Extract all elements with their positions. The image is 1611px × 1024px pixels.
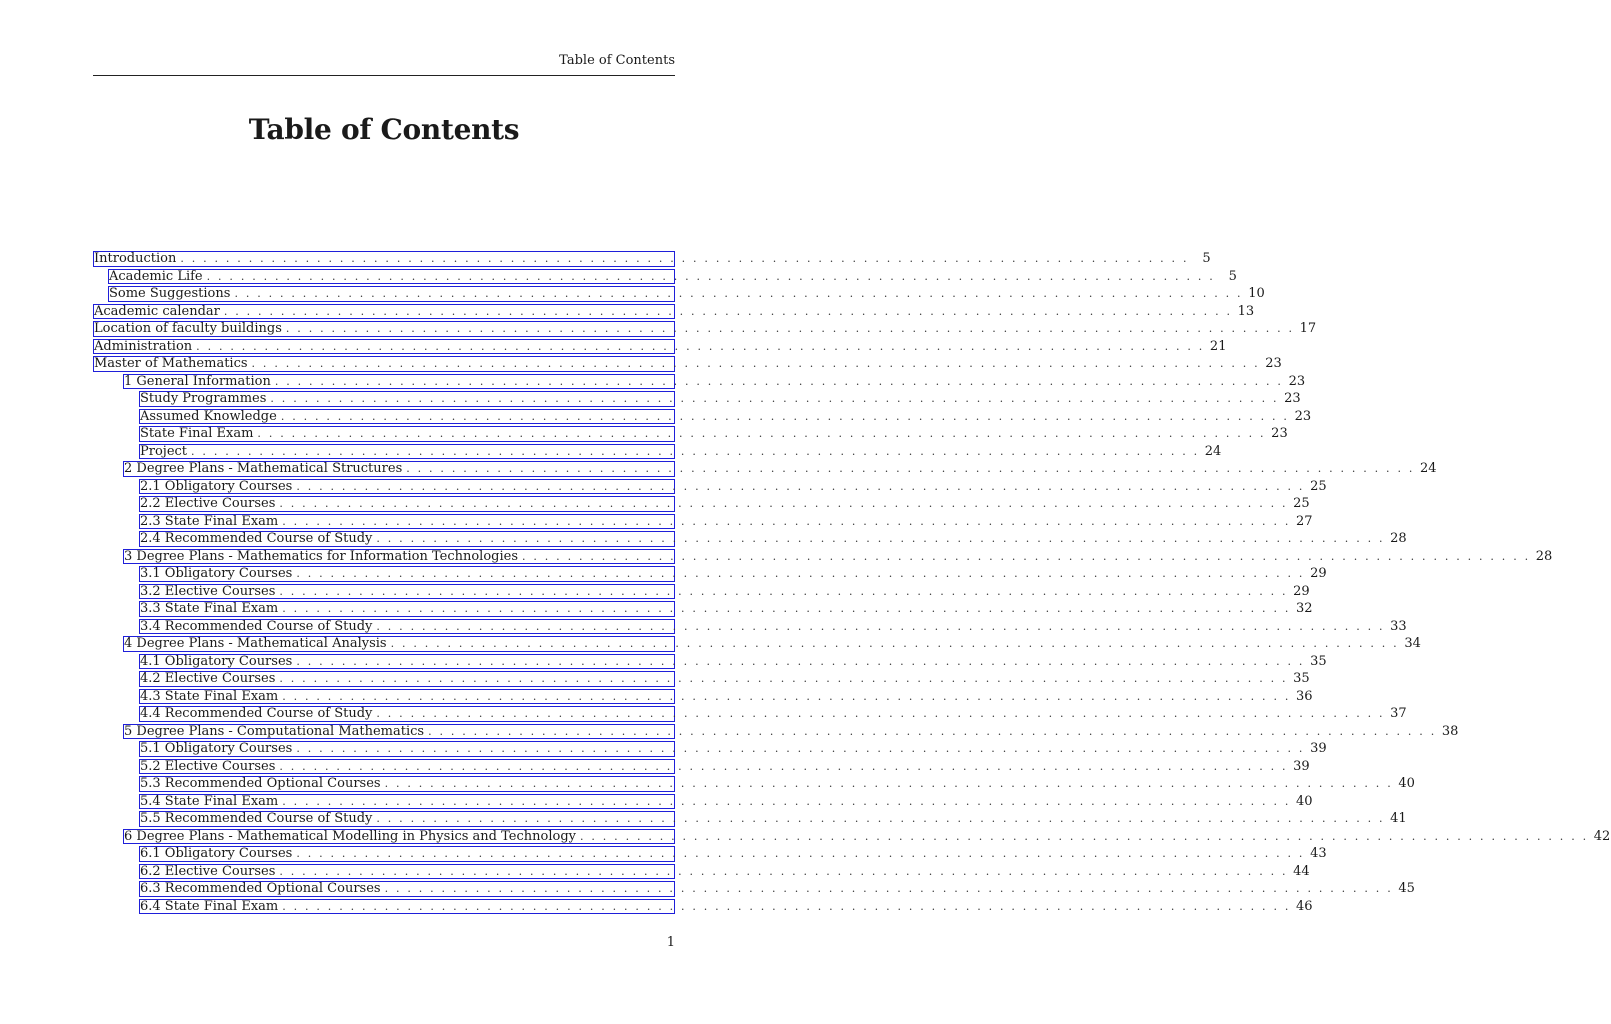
toc-entry-link[interactable] bbox=[139, 408, 1312, 425]
toc-entry-page: 23 bbox=[1271, 426, 1288, 442]
link-border bbox=[139, 671, 1310, 687]
toc-entry-link[interactable] bbox=[123, 828, 1611, 845]
dot-leader: . . . . . . . . . . . . . . . . . . . . . . . . . . . . . . . . . . . . . . . . . . . . . . . . . . . . . . . . . . . . . . . . . . . . . . . . . . . . . . . . . . . . . . . . . bbox=[234, 287, 1243, 301]
link-border bbox=[139, 443, 1222, 460]
toc-entry-link[interactable] bbox=[139, 601, 1313, 617]
link-border bbox=[139, 478, 1327, 495]
link-border bbox=[123, 828, 1611, 845]
toc-entry-link[interactable] bbox=[139, 531, 1407, 547]
toc-entry-page: 23 bbox=[1288, 373, 1306, 389]
toc-entry-page: 29 bbox=[1310, 566, 1327, 582]
link-border bbox=[123, 723, 1459, 740]
toc-entry-link[interactable] bbox=[139, 793, 1313, 810]
link-border bbox=[139, 601, 1313, 617]
toc-entry-label: 2 Degree Plans - Mathematical Structures bbox=[124, 461, 403, 477]
toc-entry-page: 25 bbox=[1310, 478, 1327, 494]
link-border bbox=[139, 811, 1407, 827]
toc-entry-link[interactable] bbox=[108, 268, 1237, 285]
link-border bbox=[123, 373, 1306, 390]
toc-entry-link[interactable] bbox=[139, 811, 1407, 827]
toc-entry-link[interactable] bbox=[123, 723, 1459, 740]
toc-entry-label: Assumed Knowledge bbox=[140, 408, 277, 424]
toc-entry-label: 6.4 State Final Exam bbox=[140, 898, 279, 914]
dot-leader: . . . . . . . . . . . . . . . . . . . . . . . . . . . . . . . . . . . . . . . . . . . . . . . . . . . . . . . . . . . . . . . . . . . . . . . . . . . . . . . . . . . . . . . . . bbox=[251, 357, 1260, 371]
dot-leader: . . . . . . . . . . . . . . . . . . . . . . . . . . . . . . . . . . . . . . . . . . . . . . . . . . . . . . . . . . . . . . . . . . . . . . . . . . . . . . . . . . . . . . . . . bbox=[279, 759, 1288, 773]
dot-leader: . . . . . . . . . . . . . . . . . . . . . . . . . . . . . . . . . . . . . . . . . . . . . . . . . . . . . . . . . . . . . . . . . . . . . . . . . . . . . . . . . . . . . . . . . bbox=[296, 479, 1305, 493]
toc-entry-page: 23 bbox=[1265, 356, 1282, 372]
toc-entry-page: 24 bbox=[1420, 461, 1437, 477]
toc-entry-label: 6.3 Recommended Optional Courses bbox=[140, 881, 381, 897]
toc-entry-page: 39 bbox=[1293, 758, 1310, 774]
toc-entry-link[interactable] bbox=[139, 881, 1415, 897]
dot-leader: . . . . . . . . . . . . . . . . . . . . . . . . . . . . . . . . . . . . . . . . . . . . . . . . . . . . . . . . . . . . . . . . . . . . . . . . . . . . . . . . . . . . . . . . . bbox=[279, 672, 1288, 686]
link-border bbox=[139, 408, 1312, 425]
dot-leader: . . . . . . . . . . . . . . . . . . . . . . . . . . . . . . . . . . . . . . . . . . . . . . . . . . . . . . . . . . . . . . . . . . . . . . . . . . . . . . . . . . . . . . . . . bbox=[376, 619, 1385, 633]
dot-leader: . . . . . . . . . . . . . . . . . . . . . . . . . . . . . . . . . . . . . . . . . . . . . . . . . . . . . . . . . . . . . . . . . . . . . . . . . . . . . . . . . . . . . . . . . bbox=[279, 584, 1288, 598]
toc-entry-link[interactable] bbox=[93, 303, 1255, 320]
toc-entry-link[interactable] bbox=[139, 391, 1301, 407]
toc-entry-page: 37 bbox=[1390, 706, 1407, 722]
link-border bbox=[139, 426, 1288, 442]
toc-entry-link[interactable] bbox=[93, 356, 1282, 372]
dot-leader: . . . . . . . . . . . . . . . . . . . . . . . . . . . . . . . . . . . . . . . . . . . . . . . . . . . . . . . . . . . . . . . . . . . . . . . . . . . . . . . . . . . . . . . . . bbox=[180, 252, 1189, 266]
link-border bbox=[139, 531, 1407, 547]
link-border bbox=[123, 461, 1437, 477]
dot-leader: . . . . . . . . . . . . . . . . . . . . . . . . . . . . . . . . . . . . . . . . . . . . . . . . . . . . . . . . . . . . . . . . . . . . . . . . . . . . . . . . . . . . . . . . . bbox=[296, 847, 1305, 861]
toc-entry-link[interactable] bbox=[139, 758, 1310, 775]
dot-leader: . . . . . . . . . . . . . . . . . . . . . . . . . . . . . . . . . . . . . . . . . . . . . . . . . . . . . . . . . . . . . . . . . . . . . . . . . . . . . . . . . . . . . . . . . bbox=[580, 829, 1589, 843]
toc-entry-page: 42 bbox=[1593, 828, 1611, 844]
toc-entry-link[interactable] bbox=[93, 251, 1211, 267]
toc-entry-page: 27 bbox=[1295, 513, 1313, 529]
toc-entry-link[interactable] bbox=[123, 636, 1421, 652]
link-border bbox=[108, 268, 1237, 285]
toc-entry-label: 6.2 Elective Courses bbox=[140, 863, 276, 879]
toc-entry-label: 3.1 Obligatory Courses bbox=[140, 566, 293, 582]
link-border bbox=[139, 863, 1310, 880]
dot-leader: . . . . . . . . . . . . . . . . . . . . . . . . . . . . . . . . . . . . . . . . . . . . . . . . . . . . . . . . . . . . . . . . . . . . . . . . . . . . . . . . . . . . . . . . . bbox=[390, 637, 1399, 651]
link-border bbox=[139, 496, 1310, 512]
toc-entry-page: 43 bbox=[1310, 846, 1327, 862]
dot-leader: . . . . . . . . . . . . . . . . . . . . . . . . . . . . . . . . . . . . . . . . . . . . . . . . . . . . . . . . . . . . . . . . . . . . . . . . . . . . . . . . . . . . . . . . . bbox=[406, 462, 1415, 476]
toc-entry-page: 17 bbox=[1299, 321, 1317, 337]
link-border bbox=[139, 776, 1415, 792]
toc-entry-link[interactable] bbox=[139, 741, 1327, 757]
dot-leader: . . . . . . . . . . . . . . . . . . . . . . . . . . . . . . . . . . . . . . . . . . . . . . . . . . . . . . . . . . . . . . . . . . . . . . . . . . . . . . . . . . . . . . . . . bbox=[279, 864, 1288, 878]
dot-leader: . . . . . . . . . . . . . . . . . . . . . . . . . . . . . . . . . . . . . . . . . . . . . . . . . . . . . . . . . . . . . . . . . . . . . . . . . . . . . . . . . . . . . . . . . bbox=[376, 707, 1385, 721]
toc-entry-page: 33 bbox=[1390, 618, 1407, 634]
dot-leader: . . . . . . . . . . . . . . . . . . . . . . . . . . . . . . . . . . . . . . . . . . . . . . . . . . . . . . . . . . . . . . . . . . . . . . . . . . . . . . . . . . . . . . . . . bbox=[296, 567, 1305, 581]
dot-leader: . . . . . . . . . . . . . . . . . . . . . . . . . . . . . . . . . . . . . . . . . . . . . . . . . . . . . . . . . . . . . . . . . . . . . . . . . . . . . . . . . . . . . . . . . bbox=[223, 304, 1233, 318]
link-border bbox=[139, 391, 1301, 407]
toc-entry-page: 36 bbox=[1295, 688, 1313, 704]
toc-entry-page: 46 bbox=[1295, 898, 1313, 914]
toc-entry-link[interactable] bbox=[93, 321, 1317, 337]
dot-leader: . . . . . . . . . . . . . . . . . . . . . . . . . . . . . . . . . . . . . . . . . . . . . . . . . . . . . . . . . . . . . . . . . . . . . . . . . . . . . . . . . . . . . . . . . bbox=[279, 497, 1288, 511]
toc-entry-link[interactable] bbox=[123, 548, 1553, 565]
toc-entry-label: 3.3 State Final Exam bbox=[140, 601, 279, 617]
dot-leader: . . . . . . . . . . . . . . . . . . . . . . . . . . . . . . . . . . . . . . . . . . . . . . . . . . . . . . . . . . . . . . . . . . . . . . . . . . . . . . . . . . . . . . . . . bbox=[282, 899, 1291, 913]
link-border bbox=[139, 566, 1327, 582]
toc-entry-label: 3.4 Recommended Course of Study bbox=[140, 618, 373, 634]
toc-entry-label: 5.5 Recommended Course of Study bbox=[140, 811, 373, 827]
toc-entry-label: 3.2 Elective Courses bbox=[140, 583, 276, 599]
table-of-contents bbox=[93, 251, 1611, 916]
link-border bbox=[93, 303, 1255, 320]
toc-entry-page: 38 bbox=[1441, 723, 1459, 739]
toc-entry-label: 6 Degree Plans - Mathematical Modelling in Physics and Technology bbox=[124, 828, 576, 844]
link-border bbox=[123, 636, 1421, 652]
dot-leader: . . . . . . . . . . . . . . . . . . . . . . . . . . . . . . . . . . . . . . . . . . . . . . . . . . . . . . . . . . . . . . . . . . . . . . . . . . . . . . . . . . . . . . . . . bbox=[428, 724, 1437, 738]
link-border bbox=[139, 653, 1327, 670]
dot-leader: . . . . . . . . . . . . . . . . . . . . . . . . . . . . . . . . . . . . . . . . . . . . . . . . . . . . . . . . . . . . . . . . . . . . . . . . . . . . . . . . . . . . . . . . . bbox=[274, 374, 1284, 388]
toc-entry-label: 4.2 Elective Courses bbox=[140, 671, 276, 687]
toc-entry-link[interactable] bbox=[139, 478, 1327, 495]
toc-entry-link[interactable] bbox=[139, 618, 1407, 635]
toc-entry-page: 29 bbox=[1293, 583, 1310, 599]
toc-entry-label: 4.3 State Final Exam bbox=[140, 688, 279, 704]
toc-entry-label: Administration bbox=[94, 338, 193, 354]
dot-leader: . . . . . . . . . . . . . . . . . . . . . . . . . . . . . . . . . . . . . . . . . . . . . . . . . . . . . . . . . . . . . . . . . . . . . . . . . . . . . . . . . . . . . . . . . bbox=[522, 549, 1531, 563]
link-border bbox=[93, 356, 1282, 372]
toc-entry-link[interactable] bbox=[139, 496, 1310, 512]
dot-leader: . . . . . . . . . . . . . . . . . . . . . . . . . . . . . . . . . . . . . . . . . . . . . . . . . . . . . . . . . . . . . . . . . . . . . . . . . . . . . . . . . . . . . . . . . bbox=[376, 812, 1385, 826]
toc-entry-link[interactable] bbox=[139, 863, 1310, 880]
toc-entry-page: 24 bbox=[1204, 443, 1222, 459]
toc-entry-label: 5.3 Recommended Optional Courses bbox=[140, 776, 381, 792]
link-border bbox=[108, 286, 1265, 302]
toc-entry-link[interactable] bbox=[139, 671, 1310, 687]
dot-leader: . . . . . . . . . . . . . . . . . . . . . . . . . . . . . . . . . . . . . . . . . . . . . . . . . . . . . . . . . . . . . . . . . . . . . . . . . . . . . . . . . . . . . . . . . bbox=[282, 602, 1291, 616]
toc-entry-link[interactable] bbox=[139, 513, 1313, 530]
toc-entry-label: 2.1 Obligatory Courses bbox=[140, 478, 293, 494]
toc-entry-link[interactable] bbox=[108, 286, 1265, 302]
dot-leader: . . . . . . . . . . . . . . . . . . . . . . . . . . . . . . . . . . . . . . . . . . . . . . . . . . . . . . . . . . . . . . . . . . . . . . . . . . . . . . . . . . . . . . . . . bbox=[257, 427, 1266, 441]
toc-entry-label: 5.1 Obligatory Courses bbox=[140, 741, 293, 757]
toc-entry-page: 10 bbox=[1248, 286, 1265, 302]
dot-leader: . . . . . . . . . . . . . . . . . . . . . . . . . . . . . . . . . . . . . . . . . . . . . . . . . . . . . . . . . . . . . . . . . . . . . . . . . . . . . . . . . . . . . . . . . bbox=[280, 409, 1290, 423]
toc-entry-label: 4 Degree Plans - Mathematical Analysis bbox=[124, 636, 387, 652]
link-border bbox=[139, 898, 1313, 915]
link-border bbox=[139, 688, 1313, 705]
toc-entry-link[interactable] bbox=[139, 706, 1407, 722]
page-title: Table of Contents bbox=[248, 113, 520, 146]
link-border bbox=[139, 618, 1407, 635]
toc-entry-page: 39 bbox=[1310, 741, 1327, 757]
toc-entry-link[interactable] bbox=[139, 443, 1222, 460]
toc-entry-page: 21 bbox=[1209, 338, 1227, 354]
toc-entry-page: 34 bbox=[1404, 636, 1421, 652]
toc-entry-label: 5 Degree Plans - Computational Mathematics bbox=[124, 723, 425, 739]
link-border bbox=[139, 758, 1310, 775]
dot-leader: . . . . . . . . . . . . . . . . . . . . . . . . . . . . . . . . . . . . . . . . . . . . . . . . . . . . . . . . . . . . . . . . . . . . . . . . . . . . . . . . . . . . . . . . . bbox=[296, 654, 1305, 668]
dot-leader: . . . . . . . . . . . . . . . . . . . . . . . . . . . . . . . . . . . . . . . . . . . . . . . . . . . . . . . . . . . . . . . . . . . . . . . . . . . . . . . . . . . . . . . . . bbox=[282, 794, 1291, 808]
toc-entry-link[interactable] bbox=[139, 776, 1415, 792]
toc-entry-page: 40 bbox=[1398, 776, 1415, 792]
toc-entry-label: 1 General Information bbox=[124, 373, 271, 389]
toc-entry-link[interactable] bbox=[139, 566, 1327, 582]
toc-entry-label: 2.3 State Final Exam bbox=[140, 513, 279, 529]
toc-entry-page: 35 bbox=[1310, 653, 1327, 669]
running-header-title: Table of Contents bbox=[559, 53, 675, 68]
toc-entry-label: 4.4 Recommended Course of Study bbox=[140, 706, 373, 722]
link-border bbox=[123, 548, 1553, 565]
link-border bbox=[93, 321, 1317, 337]
link-border bbox=[139, 513, 1313, 530]
toc-entry-link[interactable] bbox=[139, 846, 1327, 862]
toc-entry-page: 45 bbox=[1398, 881, 1415, 897]
dot-leader: . . . . . . . . . . . . . . . . . . . . . . . . . . . . . . . . . . . . . . . . . . . . . . . . . . . . . . . . . . . . . . . . . . . . . . . . . . . . . . . . . . . . . . . . . bbox=[285, 322, 1295, 336]
toc-entry-label: 2.4 Recommended Course of Study bbox=[140, 531, 373, 547]
toc-entry-link[interactable] bbox=[139, 688, 1313, 705]
toc-entry-page: 35 bbox=[1293, 671, 1310, 687]
toc-entry-page: 40 bbox=[1295, 793, 1313, 809]
page-number: 1 bbox=[666, 935, 675, 950]
link-border bbox=[139, 706, 1407, 722]
toc-entry-page: 5 bbox=[1202, 251, 1211, 267]
dot-leader: . . . . . . . . . . . . . . . . . . . . . . . . . . . . . . . . . . . . . . . . . . . . . . . . . . . . . . . . . . . . . . . . . . . . . . . . . . . . . . . . . . . . . . . . . bbox=[384, 882, 1393, 896]
dot-leader: . . . . . . . . . . . . . . . . . . . . . . . . . . . . . . . . . . . . . . . . . . . . . . . . . . . . . . . . . . . . . . . . . . . . . . . . . . . . . . . . . . . . . . . . . bbox=[270, 392, 1279, 406]
link-border bbox=[139, 583, 1310, 600]
toc-entry-label: 5.2 Elective Courses bbox=[140, 758, 276, 774]
dot-leader: . . . . . . . . . . . . . . . . . . . . . . . . . . . . . . . . . . . . . . . . . . . . . . . . . . . . . . . . . . . . . . . . . . . . . . . . . . . . . . . . . . . . . . . . . bbox=[384, 777, 1393, 791]
header-rule bbox=[93, 75, 675, 76]
dot-leader: . . . . . . . . . . . . . . . . . . . . . . . . . . . . . . . . . . . . . . . . . . . . . . . . . . . . . . . . . . . . . . . . . . . . . . . . . . . . . . . . . . . . . . . . . bbox=[296, 742, 1305, 756]
toc-entry-page: 23 bbox=[1294, 408, 1312, 424]
toc-entry-page: 5 bbox=[1228, 268, 1237, 284]
toc-entry-page: 23 bbox=[1284, 391, 1301, 407]
toc-entry-label: 6.1 Obligatory Courses bbox=[140, 846, 293, 862]
toc-entry-link[interactable] bbox=[139, 898, 1313, 915]
link-border bbox=[139, 793, 1313, 810]
toc-entry-page: 28 bbox=[1535, 548, 1553, 564]
link-border bbox=[93, 251, 1211, 267]
toc-entry-label: Academic Life bbox=[109, 268, 203, 284]
toc-entry-label: 4.1 Obligatory Courses bbox=[140, 653, 293, 669]
toc-entry-label: Study Programmes bbox=[140, 391, 267, 407]
toc-entry-page: 32 bbox=[1295, 601, 1313, 617]
toc-entry-page: 41 bbox=[1390, 811, 1407, 827]
toc-entry-label: Academic calendar bbox=[94, 303, 220, 319]
dot-leader: . . . . . . . . . . . . . . . . . . . . . . . . . . . . . . . . . . . . . . . . . . . . . . . . . . . . . . . . . . . . . . . . . . . . . . . . . . . . . . . . . . . . . . . . . bbox=[376, 532, 1385, 546]
toc-entry-link[interactable] bbox=[139, 583, 1310, 600]
link-border bbox=[139, 846, 1327, 862]
toc-entry-link[interactable] bbox=[123, 461, 1437, 477]
toc-entry-label: 2.2 Elective Courses bbox=[140, 496, 276, 512]
toc-entry-link[interactable] bbox=[139, 426, 1288, 442]
toc-entry-label: State Final Exam bbox=[140, 426, 254, 442]
toc-entry-link[interactable] bbox=[123, 373, 1306, 390]
dot-leader: . . . . . . . . . . . . . . . . . . . . . . . . . . . . . . . . . . . . . . . . . . . . . . . . . . . . . . . . . . . . . . . . . . . . . . . . . . . . . . . . . . . . . . . . . bbox=[282, 514, 1291, 528]
toc-entry-label: 5.4 State Final Exam bbox=[140, 793, 279, 809]
toc-entry-page: 13 bbox=[1237, 303, 1255, 319]
toc-entry-label: Project bbox=[140, 443, 188, 459]
toc-entry-page: 25 bbox=[1293, 496, 1310, 512]
toc-entry-label: Some Suggestions bbox=[109, 286, 231, 302]
link-border bbox=[139, 881, 1415, 897]
toc-entry-label: Introduction bbox=[94, 251, 177, 267]
dot-leader: . . . . . . . . . . . . . . . . . . . . . . . . . . . . . . . . . . . . . . . . . . . . . . . . . . . . . . . . . . . . . . . . . . . . . . . . . . . . . . . . . . . . . . . . . bbox=[191, 444, 1200, 458]
toc-entry-label: Master of Mathematics bbox=[94, 356, 248, 372]
toc-entry-link[interactable] bbox=[139, 653, 1327, 670]
toc-entry-label: 3 Degree Plans - Mathematics for Information Technologies bbox=[124, 548, 518, 564]
dot-leader: . . . . . . . . . . . . . . . . . . . . . . . . . . . . . . . . . . . . . . . . . . . . . . . . . . . . . . . . . . . . . . . . . . . . . . . . . . . . . . . . . . . . . . . . . bbox=[206, 269, 1215, 283]
toc-entry-page: 44 bbox=[1293, 863, 1310, 879]
toc-entry-label: Location of faculty buildings bbox=[94, 321, 282, 337]
toc-entry-link[interactable] bbox=[93, 338, 1227, 355]
dot-leader: . . . . . . . . . . . . . . . . . . . . . . . . . . . . . . . . . . . . . . . . . . . . . . . . . . . . . . . . . . . . . . . . . . . . . . . . . . . . . . . . . . . . . . . . . bbox=[196, 339, 1205, 353]
dot-leader: . . . . . . . . . . . . . . . . . . . . . . . . . . . . . . . . . . . . . . . . . . . . . . . . . . . . . . . . . . . . . . . . . . . . . . . . . . . . . . . . . . . . . . . . . bbox=[282, 689, 1291, 703]
link-border bbox=[139, 741, 1327, 757]
toc-entry-page: 28 bbox=[1390, 531, 1407, 547]
link-border bbox=[93, 338, 1227, 355]
